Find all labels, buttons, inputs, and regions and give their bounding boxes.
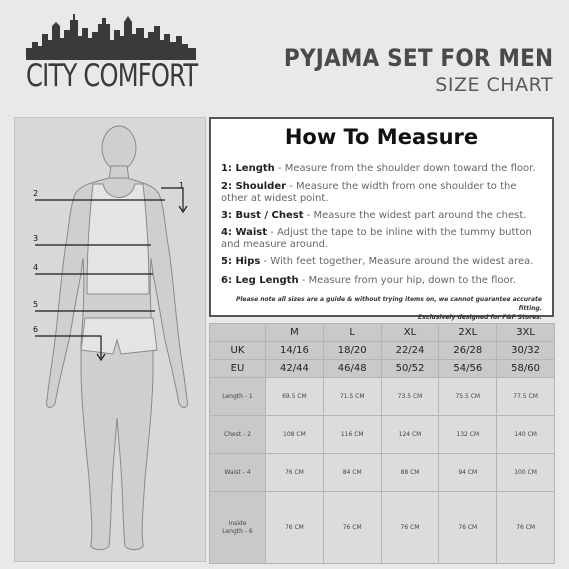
measurement-cell: 69.5 CM <box>266 378 324 416</box>
measurement-cell: 140 CM <box>497 416 555 454</box>
marker-4: 4 <box>33 263 39 272</box>
measurement-cell: 84 CM <box>323 454 381 492</box>
uk-size: 26/28 <box>439 342 497 360</box>
size-header: 3XL <box>497 324 555 342</box>
brand-name: CITY COMFORT <box>26 58 198 94</box>
marker-5: 5 <box>33 300 39 309</box>
row-label: Inside Length - 6 <box>210 492 266 564</box>
table-row-length <box>210 378 555 416</box>
row-label: Length - 1 <box>210 378 266 416</box>
instruction-length: 1: Length - Measure from the shoulder down toward the floor. <box>221 163 536 174</box>
measurement-cell: 124 CM <box>381 416 439 454</box>
instruction-chest: 3: Bust / Chest - Measure the widest part around the chest. <box>221 210 527 221</box>
page-title: PYJAMA SET FOR MEN <box>283 44 553 72</box>
uk-size: 18/20 <box>323 342 381 360</box>
table-row-chest <box>210 416 555 454</box>
size-header: L <box>323 324 381 342</box>
page-subtitle: SIZE CHART <box>435 74 553 96</box>
eu-size-row <box>210 360 555 378</box>
measurement-cell: 76 CM <box>497 492 555 564</box>
instruction-hips: 5: Hips - With feet together, Measure around the widest area. <box>221 256 534 267</box>
marker-6: 6 <box>33 325 39 334</box>
size-chart-table <box>209 323 555 564</box>
corner-cell <box>210 324 266 342</box>
male-body-figure <box>15 118 205 561</box>
measurement-cell: 76 CM <box>439 492 497 564</box>
measurement-cell: 76 CM <box>381 492 439 564</box>
size-header: 2XL <box>439 324 497 342</box>
uk-size-row <box>210 342 555 360</box>
measurement-cell: 75.5 CM <box>439 378 497 416</box>
how-to-measure-heading: How To Measure <box>284 125 479 149</box>
eu-size: 54/56 <box>439 360 497 378</box>
measurement-cell: 76 CM <box>266 492 324 564</box>
measurement-cell: 94 CM <box>439 454 497 492</box>
marker-3: 3 <box>33 234 39 243</box>
table-row-inside-length <box>210 492 555 564</box>
measurement-cell: 88 CM <box>381 454 439 492</box>
marker-1: 1 <box>179 181 185 190</box>
eu-size: 58/60 <box>497 360 555 378</box>
measurement-cell: 77.5 CM <box>497 378 555 416</box>
uk-size: 22/24 <box>381 342 439 360</box>
size-header-row <box>210 324 555 342</box>
measurement-cell: 132 CM <box>439 416 497 454</box>
instruction-shoulder: 2: Shoulder - Measure the width from one shoulder to the other at widest point. <box>221 181 517 204</box>
measurement-cell: 108 CM <box>266 416 324 454</box>
measurement-cell: 76 CM <box>323 492 381 564</box>
measurement-cell: 76 CM <box>266 454 324 492</box>
how-to-measure-panel <box>209 117 554 321</box>
size-header: XL <box>381 324 439 342</box>
instruction-leg-length: 6: Leg Length - Measure from your hip, down to the floor. <box>221 275 517 286</box>
uk-label: UK <box>210 342 266 360</box>
measurement-cell: 71.5 CM <box>323 378 381 416</box>
measurement-cell: 73.5 CM <box>381 378 439 416</box>
city-skyline-logo <box>26 12 196 60</box>
measurement-cell: 116 CM <box>323 416 381 454</box>
marker-2: 2 <box>33 189 39 198</box>
table-row-waist <box>210 454 555 492</box>
row-label: Chest - 2 <box>210 416 266 454</box>
size-header: M <box>266 324 324 342</box>
eu-label: EU <box>210 360 266 378</box>
uk-size: 30/32 <box>497 342 555 360</box>
measurement-cell: 100 CM <box>497 454 555 492</box>
eu-size: 42/44 <box>266 360 324 378</box>
uk-size: 14/16 <box>266 342 324 360</box>
eu-size: 50/52 <box>381 360 439 378</box>
instruction-waist: 4: Waist - Adjust the tape to be inline with the tummy button and measure around. <box>221 227 532 250</box>
body-figure-panel <box>14 117 206 562</box>
row-label: Waist - 4 <box>210 454 266 492</box>
eu-size: 46/48 <box>323 360 381 378</box>
disclaimer-note: Please note all sizes are a guide & without trying items on, we cannot guarantee accurate fitting. Exclusively designed for F&F Stores. <box>235 296 542 321</box>
